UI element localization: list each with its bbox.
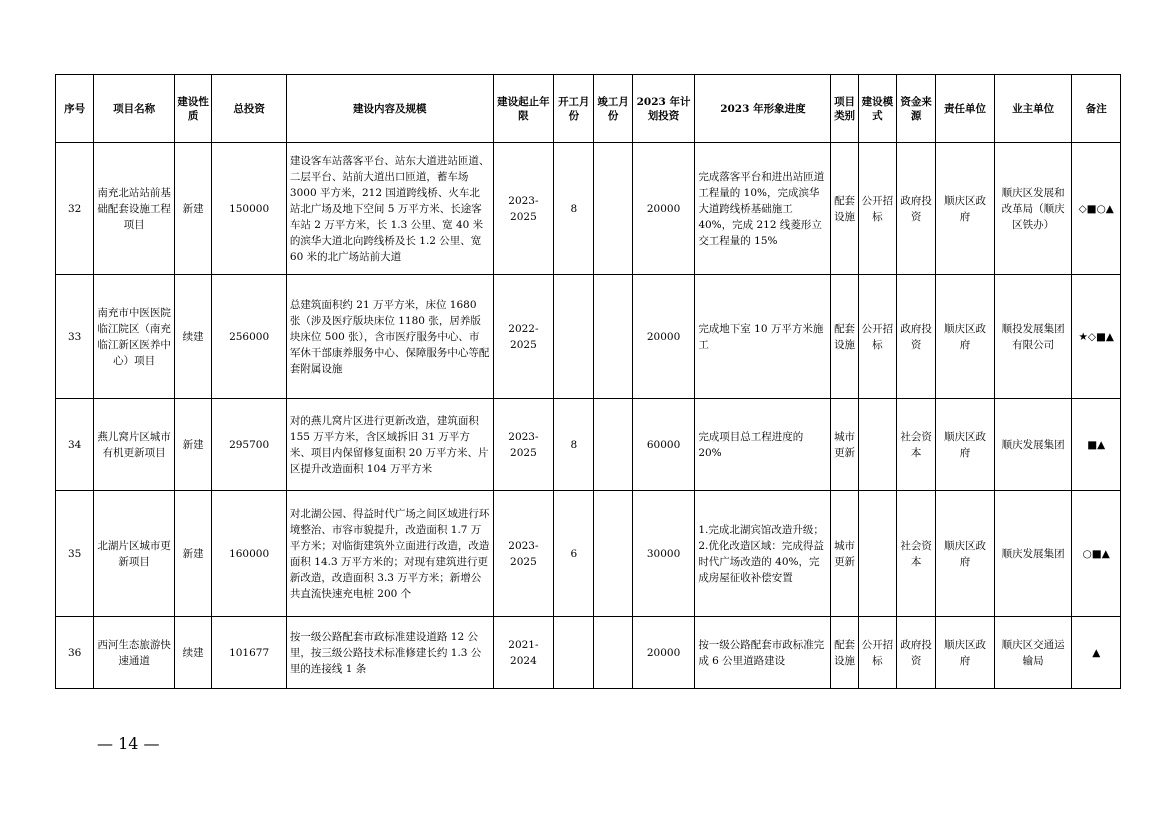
cell-name: 南充市中医医院临江院区（南充临江新区医养中心）项目 (94, 275, 175, 399)
cell-plan2023: 20000 (632, 275, 695, 399)
header-mode: 建设模式 (858, 75, 896, 143)
header-owner: 业主单位 (994, 75, 1072, 143)
header-finish: 竣工月份 (594, 75, 632, 143)
cell-remark: ■▲ (1072, 399, 1121, 491)
cell-category: 配套设施 (831, 617, 858, 689)
header-content: 建设内容及规模 (286, 75, 493, 143)
cell-resp: 顺庆区政府 (936, 399, 994, 491)
cell-category: 城市更新 (831, 491, 858, 617)
cell-no: 33 (56, 275, 94, 399)
cell-progress: 完成落客平台和进出站匝道工程量的 10%，完成滨华大道跨线桥基础施工 40%，完成 212 线菱形立交工程量的 15% (695, 143, 831, 275)
cell-finish (594, 143, 632, 275)
cell-plan2023: 20000 (632, 617, 695, 689)
header-progress: 2023 年形象进度 (695, 75, 831, 143)
cell-category: 城市更新 (831, 399, 858, 491)
cell-nature: 新建 (174, 399, 211, 491)
cell-start (554, 275, 594, 399)
header-plan2023: 2023 年计划投资 (632, 75, 695, 143)
cell-no: 35 (56, 491, 94, 617)
cell-remark: ▲ (1072, 617, 1121, 689)
cell-remark: ★◇■▲ (1072, 275, 1121, 399)
cell-no: 32 (56, 143, 94, 275)
header-no: 序号 (56, 75, 94, 143)
cell-mode: 公开招标 (858, 617, 896, 689)
cell-owner: 顺投发展集团有限公司 (994, 275, 1072, 399)
cell-fund: 政府投资 (896, 143, 935, 275)
cell-content: 对的燕儿窝片区进行更新改造，建筑面积 155 万平方米，含区域拆旧 31 万平方米、项目内保留修复面积 20 万平方米、片区提升改造面积 104 万平方米 (286, 399, 493, 491)
table-row (56, 491, 1121, 617)
cell-finish (594, 275, 632, 399)
header-remark: 备注 (1072, 75, 1121, 143)
cell-nature: 新建 (174, 491, 211, 617)
cell-no: 34 (56, 399, 94, 491)
header-category: 项目类别 (831, 75, 858, 143)
cell-progress: 1.完成北湖宾馆改造升级；2.优化改造区域：完成得益时代广场改造的 40%，完成房屋征收补偿安置 (695, 491, 831, 617)
cell-nature: 续建 (174, 275, 211, 399)
cell-start: 6 (554, 491, 594, 617)
cell-nature: 新建 (174, 143, 211, 275)
cell-owner: 顺庆区发展和改革局（顺庆区铁办） (994, 143, 1072, 275)
table-row (56, 275, 1121, 399)
header-period: 建设起止年限 (493, 75, 554, 143)
cell-mode (858, 399, 896, 491)
header-total: 总投资 (212, 75, 287, 143)
cell-mode: 公开招标 (858, 275, 896, 399)
cell-total: 295700 (212, 399, 287, 491)
cell-plan2023: 20000 (632, 143, 695, 275)
cell-start (554, 617, 594, 689)
cell-period: 2023-2025 (493, 143, 554, 275)
cell-resp: 顺庆区政府 (936, 143, 994, 275)
cell-total: 150000 (212, 143, 287, 275)
header-name: 项目名称 (94, 75, 175, 143)
cell-category: 配套设施 (831, 275, 858, 399)
cell-content: 总建筑面积约 21 万平方米，床位 1680 张（涉及医疗版块床位 1180 张，居养版块床位 500 张），含市医疗服务中心、市军休干部康养服务中心、保障服务中心等配套附属设施 (286, 275, 493, 399)
cell-plan2023: 30000 (632, 491, 695, 617)
cell-finish (594, 491, 632, 617)
cell-plan2023: 60000 (632, 399, 695, 491)
cell-content: 对北湖公园、得益时代广场之间区域进行环境整治、市容市貌提升，改造面积 1.7 万平方米；对临街建筑外立面进行改造，改造面积 14.3 万平方米的；对现有建筑进行更新改造，改造面积 3.3 万平方米；新增公共直流快速充电桩 200 个 (286, 491, 493, 617)
cell-content: 建设客车站落客平台、站东大道进站匝道、二层平台、站前大道出口匝道，蓄车场 3000 平方米，212 国道跨线桥、火车北站北广场及地下空间 5 万平方米、长途客车站 2 万平方米，长 1.3 公里、宽 40 米的滨华大道北向跨线桥及长 1.2 公里、宽 60 米的北广场站前大道 (286, 143, 493, 275)
cell-name: 南充北站站前基础配套设施工程项目 (94, 143, 175, 275)
cell-owner: 顺庆发展集团 (994, 491, 1072, 617)
cell-period: 2023-2025 (493, 491, 554, 617)
cell-total: 256000 (212, 275, 287, 399)
table-header-row (56, 75, 1121, 143)
cell-period: 2023-2025 (493, 399, 554, 491)
cell-period: 2022-2025 (493, 275, 554, 399)
project-table (55, 74, 1121, 689)
cell-remark: ◇■○▲ (1072, 143, 1121, 275)
header-nature: 建设性质 (174, 75, 211, 143)
cell-content: 按一级公路配套市政标准建设道路 12 公里，按三级公路技术标准修建长约 1.3 公里的连接线 1 条 (286, 617, 493, 689)
table-row (56, 399, 1121, 491)
table-row (56, 143, 1121, 275)
cell-name: 西河生态旅游快速通道 (94, 617, 175, 689)
cell-start: 8 (554, 399, 594, 491)
cell-period: 2021-2024 (493, 617, 554, 689)
cell-progress: 按一级公路配套市政标准完成 6 公里道路建设 (695, 617, 831, 689)
cell-progress: 完成项目总工程进度的 20% (695, 399, 831, 491)
cell-finish (594, 399, 632, 491)
cell-mode: 公开招标 (858, 143, 896, 275)
cell-start: 8 (554, 143, 594, 275)
header-start: 开工月份 (554, 75, 594, 143)
cell-resp: 顺庆区政府 (936, 617, 994, 689)
cell-nature: 续建 (174, 617, 211, 689)
cell-name: 燕儿窝片区城市有机更新项目 (94, 399, 175, 491)
cell-total: 101677 (212, 617, 287, 689)
cell-mode (858, 491, 896, 617)
table-row (56, 617, 1121, 689)
cell-finish (594, 617, 632, 689)
cell-fund: 社会资本 (896, 491, 935, 617)
cell-progress: 完成地下室 10 万平方米施工 (695, 275, 831, 399)
cell-name: 北湖片区城市更新项目 (94, 491, 175, 617)
cell-fund: 社会资本 (896, 399, 935, 491)
page-number: — 14 — (97, 734, 160, 753)
cell-fund: 政府投资 (896, 275, 935, 399)
cell-category: 配套设施 (831, 143, 858, 275)
cell-resp: 顺庆区政府 (936, 491, 994, 617)
cell-remark: ○■▲ (1072, 491, 1121, 617)
cell-owner: 顺庆区交通运输局 (994, 617, 1072, 689)
cell-no: 36 (56, 617, 94, 689)
header-resp: 责任单位 (936, 75, 994, 143)
cell-total: 160000 (212, 491, 287, 617)
cell-owner: 顺庆发展集团 (994, 399, 1072, 491)
header-fund: 资金来源 (896, 75, 935, 143)
cell-fund: 政府投资 (896, 617, 935, 689)
cell-resp: 顺庆区政府 (936, 275, 994, 399)
